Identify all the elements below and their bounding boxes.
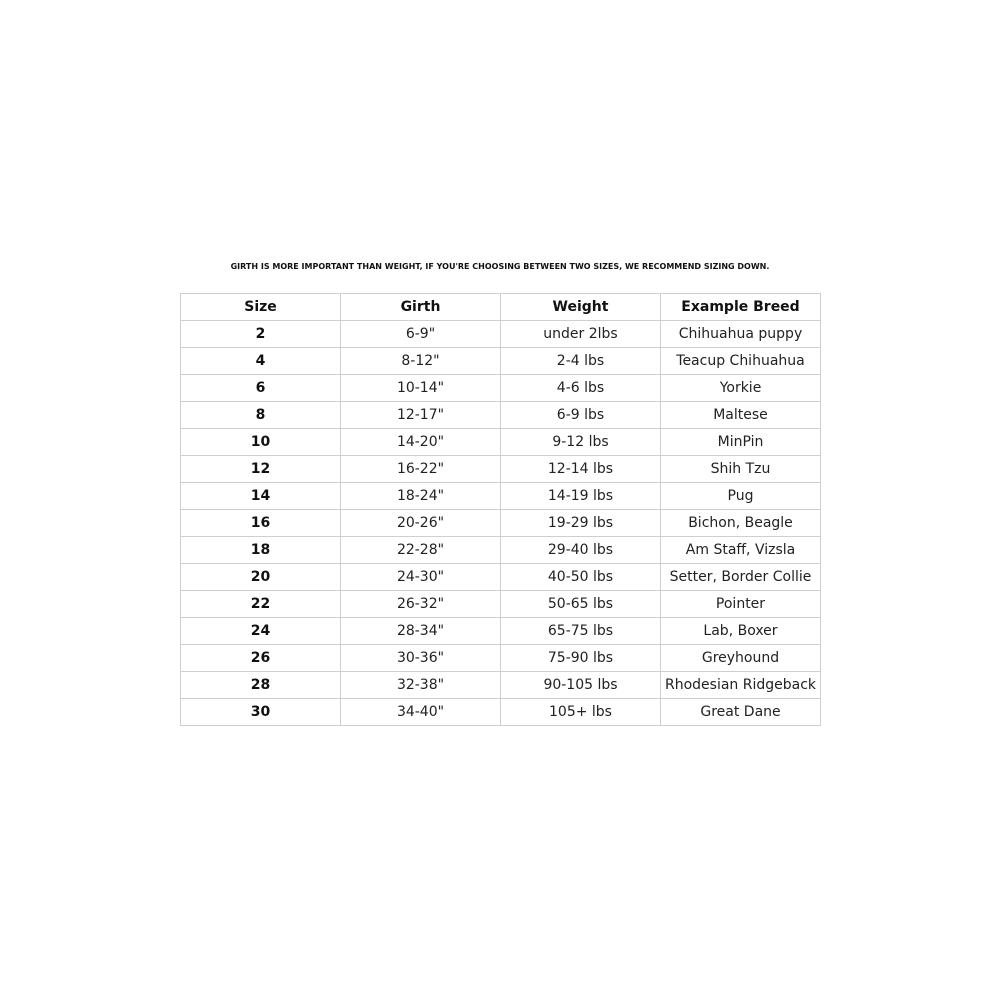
table-row (181, 483, 821, 510)
size-cell: 12 (181, 456, 341, 483)
table-row (181, 591, 821, 618)
girth-cell: 30-36" (341, 645, 501, 672)
weight-cell: 75-90 lbs (501, 645, 661, 672)
size-cell: 4 (181, 348, 341, 375)
weight-cell: 105+ lbs (501, 699, 661, 726)
breed-cell: Pug (661, 483, 821, 510)
header-weight: Weight (501, 294, 661, 321)
weight-cell: 50-65 lbs (501, 591, 661, 618)
breed-cell: Am Staff, Vizsla (661, 537, 821, 564)
breed-cell: Maltese (661, 402, 821, 429)
breed-cell: Greyhound (661, 645, 821, 672)
header-size: Size (181, 294, 341, 321)
table-row (181, 537, 821, 564)
size-cell: 24 (181, 618, 341, 645)
breed-cell: Teacup Chihuahua (661, 348, 821, 375)
table-row (181, 348, 821, 375)
breed-cell: Bichon, Beagle (661, 510, 821, 537)
table-header-row (181, 294, 821, 321)
girth-cell: 16-22" (341, 456, 501, 483)
header-example-breed: Example Breed (661, 294, 821, 321)
girth-cell: 28-34" (341, 618, 501, 645)
breed-cell: Shih Tzu (661, 456, 821, 483)
sizing-notice: GIRTH IS MORE IMPORTANT THAN WEIGHT, IF YOU'RE CHOOSING BETWEEN TWO SIZES, WE RECOMMEND SIZING DOWN. (230, 262, 770, 271)
breed-cell: Setter, Border Collie (661, 564, 821, 591)
table-row (181, 699, 821, 726)
table-row (181, 429, 821, 456)
girth-cell: 8-12" (341, 348, 501, 375)
girth-cell: 10-14" (341, 375, 501, 402)
girth-cell: 20-26" (341, 510, 501, 537)
girth-cell: 24-30" (341, 564, 501, 591)
breed-cell: Pointer (661, 591, 821, 618)
size-cell: 10 (181, 429, 341, 456)
size-cell: 14 (181, 483, 341, 510)
size-cell: 22 (181, 591, 341, 618)
girth-cell: 12-17" (341, 402, 501, 429)
girth-cell: 14-20" (341, 429, 501, 456)
table-row (181, 402, 821, 429)
breed-cell: MinPin (661, 429, 821, 456)
table-row (181, 375, 821, 402)
table-row (181, 510, 821, 537)
size-cell: 8 (181, 402, 341, 429)
table-body (181, 321, 821, 726)
weight-cell: 2-4 lbs (501, 348, 661, 375)
size-cell: 28 (181, 672, 341, 699)
weight-cell: 12-14 lbs (501, 456, 661, 483)
table-row (181, 564, 821, 591)
size-cell: 18 (181, 537, 341, 564)
table-row (181, 645, 821, 672)
girth-cell: 26-32" (341, 591, 501, 618)
size-cell: 30 (181, 699, 341, 726)
weight-cell: 6-9 lbs (501, 402, 661, 429)
weight-cell: 19-29 lbs (501, 510, 661, 537)
weight-cell: 9-12 lbs (501, 429, 661, 456)
weight-cell: 14-19 lbs (501, 483, 661, 510)
size-cell: 16 (181, 510, 341, 537)
breed-cell: Chihuahua puppy (661, 321, 821, 348)
girth-cell: 6-9" (341, 321, 501, 348)
table-row (181, 672, 821, 699)
size-cell: 26 (181, 645, 341, 672)
girth-cell: 32-38" (341, 672, 501, 699)
size-cell: 20 (181, 564, 341, 591)
girth-cell: 18-24" (341, 483, 501, 510)
girth-cell: 22-28" (341, 537, 501, 564)
table-row (181, 618, 821, 645)
breed-cell: Yorkie (661, 375, 821, 402)
girth-cell: 34-40" (341, 699, 501, 726)
weight-cell: 29-40 lbs (501, 537, 661, 564)
header-girth: Girth (341, 294, 501, 321)
weight-cell: under 2lbs (501, 321, 661, 348)
table-row (181, 321, 821, 348)
weight-cell: 90-105 lbs (501, 672, 661, 699)
size-chart-table (180, 293, 821, 726)
table-row (181, 456, 821, 483)
breed-cell: Great Dane (661, 699, 821, 726)
size-cell: 6 (181, 375, 341, 402)
breed-cell: Lab, Boxer (661, 618, 821, 645)
breed-cell: Rhodesian Ridgeback (661, 672, 821, 699)
weight-cell: 40-50 lbs (501, 564, 661, 591)
weight-cell: 4-6 lbs (501, 375, 661, 402)
weight-cell: 65-75 lbs (501, 618, 661, 645)
size-cell: 2 (181, 321, 341, 348)
